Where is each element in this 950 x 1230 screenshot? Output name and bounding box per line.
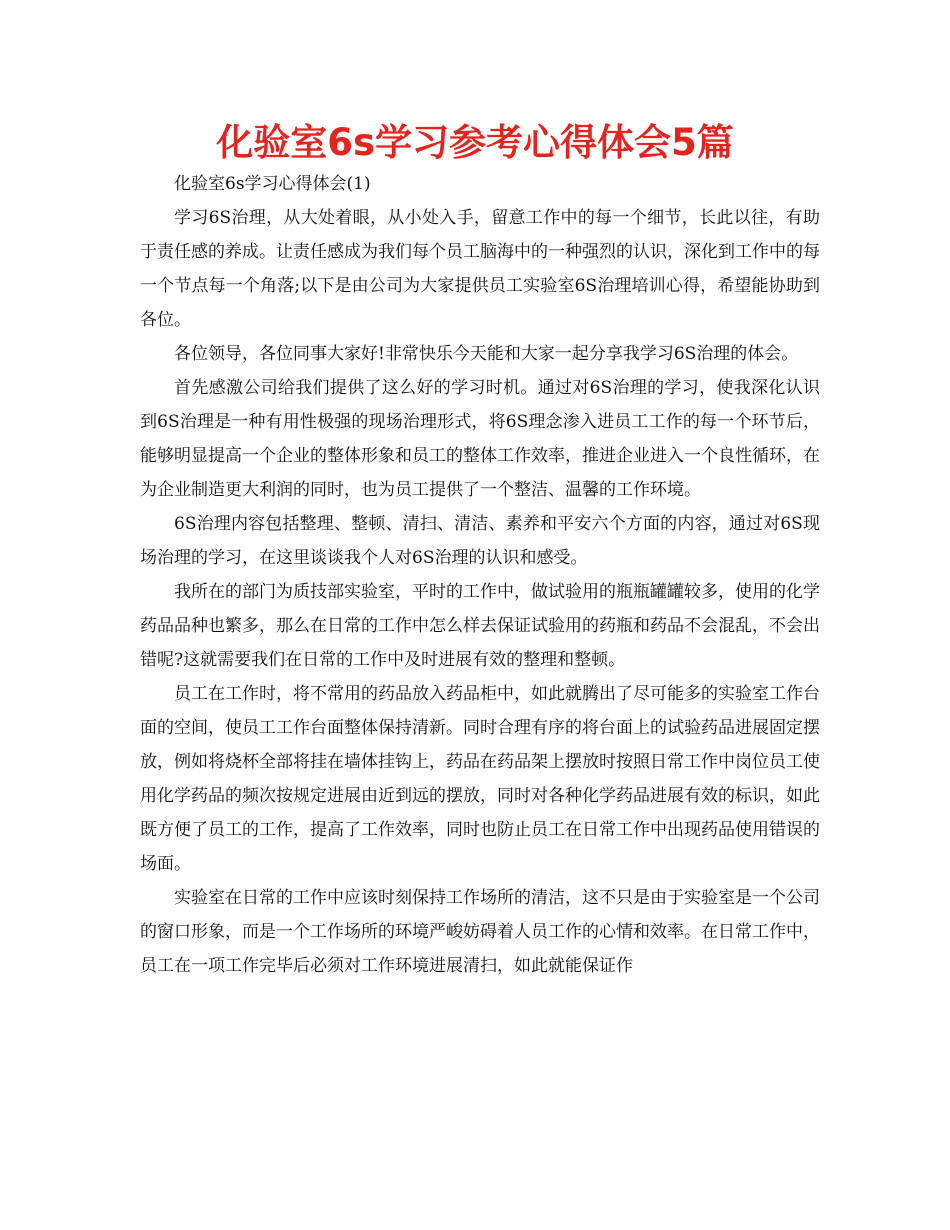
paragraph: 学习6S治理，从大处着眼，从小处入手，留意工作中的每一个细节，长此以往，有助于责任感的养成。让责任感成为我们每个员工脑海中的一种强烈的认识，深化到工作中的每一个节点每一个角落;以下是由公司为大家提供员工实验室6S治理培训心得，希望能协助到各位。 [140, 208, 820, 330]
document-body [140, 167, 820, 983]
paragraph: 我所在的部门为质技部实验室，平时的工作中，做试验用的瓶瓶罐罐较多，使用的化学药品品种也繁多，那么在日常的工作中怎么样去保证试验用的药瓶和药品不会混乱，不会出错呢?这就需要我们在日常的工作中及时进展有效的整理和整顿。 [140, 582, 820, 670]
paragraph: 6S治理内容包括整理、整顿、清扫、清洁、素养和平安六个方面的内容，通过对6S现场治理的学习，在这里谈谈我个人对6S治理的认识和感受。 [140, 514, 820, 568]
paragraph: 实验室在日常的工作中应该时刻保持工作场所的清洁，这不只是由于实验室是一个公司的窗口形象，而是一个工作场所的环境严峻妨碍着人员工作的心情和效率。在日常工作中，员工在一项工作完毕后必须对工作环境进展清扫，如此就能保证作 [140, 888, 820, 976]
section-heading: 化验室6s学习心得体会(1) [174, 174, 371, 194]
paragraph: 首先感激公司给我们提供了这么好的学习时机。通过对6S治理的学习，使我深化认识到6S治理是一种有用性极强的现场治理形式，将6S理念渗入进员工工作的每一个环节后，能够明显提高一个企业的整体形象和员工的整体工作效率，推进企业进入一个良性循环，在为企业制造更大利润的同时，也为员工提供了一个整洁、温馨的工作环境。 [140, 378, 820, 500]
paragraph: 各位领导，各位同事大家好!非常快乐今天能和大家一起分享我学习6S治理的体会。 [174, 344, 799, 364]
document-title: 化验室6s学习参考心得体会5篇 [216, 121, 734, 164]
paragraph: 员工在工作时，将不常用的药品放入药品柜中，如此就腾出了尽可能多的实验室工作台面的空间，使员工工作台面整体保持清新。同时合理有序的将台面上的试验药品进展固定摆放，例如将烧杯全部将挂在墙体挂钩上，药品在药品架上摆放时按照日常工作中岗位员工使用化学药品的频次按规定进展由近到远的摆放，同时对各种化学药品进展有效的标识，如此既方便了员工的工作，提高了工作效率，同时也防止员工在日常工作中出现药品使用错误的场面。 [140, 684, 820, 874]
